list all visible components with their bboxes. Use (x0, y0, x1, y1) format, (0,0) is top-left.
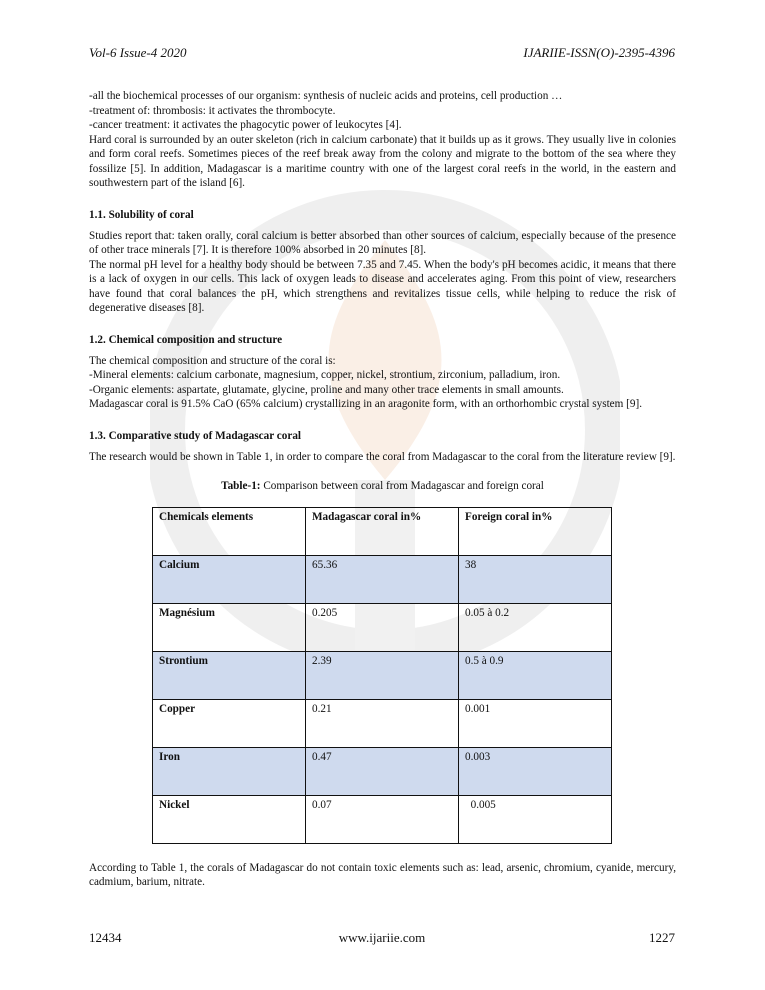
journal-issn: IJARIIE-ISSN(O)-2395-4396 (523, 45, 675, 60)
table-row (153, 651, 612, 699)
madagascar-value-cell: 2.39 (306, 651, 459, 699)
table-header-row (153, 507, 612, 555)
table-caption-label: Table-1: (221, 480, 261, 492)
madagascar-value-cell: 65.36 (306, 555, 459, 603)
paragraph: -Mineral elements: calcium carbonate, magnesium, copper, nickel, strontium, zirconium, palladium, iron. (89, 369, 561, 381)
madagascar-value-cell: 0.07 (306, 795, 459, 843)
table-caption-text: Comparison between coral from Madagascar and foreign coral (260, 480, 544, 492)
page-number: 1227 (649, 930, 675, 945)
paragraph: -Organic elements: aspartate, glutamate, glycine, proline and many other trace elements in small amounts. (89, 383, 564, 396)
element-name-cell: Nickel (153, 795, 306, 843)
table-row (153, 555, 612, 603)
madagascar-value-cell: 0.205 (306, 603, 459, 651)
foreign-value-cell: 0.05 à 0.2 (459, 603, 612, 651)
table-row (153, 747, 612, 795)
journal-volume: Vol-6 Issue-4 2020 (89, 45, 187, 60)
element-name-cell: Calcium (153, 555, 306, 603)
madagascar-value-cell: 0.21 (306, 699, 459, 747)
foreign-value-cell: 0.001 (459, 699, 612, 747)
table-header-cell: Foreign coral in% (459, 507, 612, 555)
table-caption (89, 479, 676, 494)
section-heading-solubility: 1.1. Solubility of coral (89, 208, 194, 221)
table-row (153, 699, 612, 747)
article-number: 12434 (89, 930, 122, 945)
madagascar-value-cell: 0.47 (306, 747, 459, 795)
intro-line: -treatment of: thrombosis: it activates the thrombocyte. (89, 104, 336, 117)
paragraph: The normal pH level for a healthy body should be between 7.35 and 7.45. When the body's pH becomes acidic, it means that there is a lack of oxygen in our cells. This lack of oxygen leads to disease and accelerates aging. From this point of view, researchers have found that coral balances the pH, which strengthens and revitalizes tissue cells, while helping to reduce the risk of degenerative diseases [8]. (89, 258, 676, 314)
intro-line: -cancer treatment: it activates the phagocytic power of leukocytes [4]. (89, 119, 402, 131)
comparison-table (152, 507, 612, 844)
intro-line: -all the biochemical processes of our organism: synthesis of nucleic acids and proteins, cell production … (89, 90, 563, 102)
article-body (89, 89, 676, 890)
element-name-cell: Strontium (153, 651, 306, 699)
foreign-value-cell: 0.005 (459, 795, 612, 843)
table-header-cell: Chemicals elements (153, 507, 306, 555)
element-name-cell: Iron (153, 747, 306, 795)
closing-paragraph: According to Table 1, the corals of Madagascar do not contain toxic elements such as: lead, arsenic, chromium, cyanide, mercury, cadmium, barium, nitrate. (89, 861, 676, 888)
foreign-value-cell: 0.003 (459, 747, 612, 795)
foreign-value-cell: 0.5 à 0.9 (459, 651, 612, 699)
element-name-cell: Magnésium (153, 603, 306, 651)
table-header-cell: Madagascar coral in% (306, 507, 459, 555)
paragraph: Madagascar coral is 91.5% CaO (65% calcium) crystallizing in an aragonite form, with an orthorhombic crystal system [9]. (89, 398, 642, 410)
paragraph: Studies report that: taken orally, coral calcium is better absorbed than other sources of calcium, especially because of the presence of other trace minerals [7]. It is therefore 100% absorbed in 20 minutes [8]. (89, 229, 676, 256)
section-heading-composition: 1.2. Chemical composition and structure (89, 333, 283, 346)
table-row (153, 795, 612, 843)
intro-paragraph: Hard coral is surrounded by an outer skeleton (rich in calcium carbonate) that it builds up as it grows. They usually live in colonies and form coral reefs. Sometimes pieces of the reef break away from the colony and migrate to the bottom of the sea where they fossilize [5]. In addition, Madagascar is a maritime country with one of the largest coral reefs in the world, in the eastern and southwestern part of the island [6]. (89, 133, 676, 189)
foreign-value-cell: 38 (459, 555, 612, 603)
table-row (153, 603, 612, 651)
paragraph: The research would be shown in Table 1, in order to compare the coral from Madagascar to the coral from the literature review [9]. (89, 450, 676, 463)
journal-website: www.ijariie.com (338, 930, 426, 945)
paragraph: The chemical composition and structure of the coral is: (89, 354, 336, 367)
section-heading-comparative: 1.3. Comparative study of Madagascar coral (89, 429, 302, 442)
element-name-cell: Copper (153, 699, 306, 747)
